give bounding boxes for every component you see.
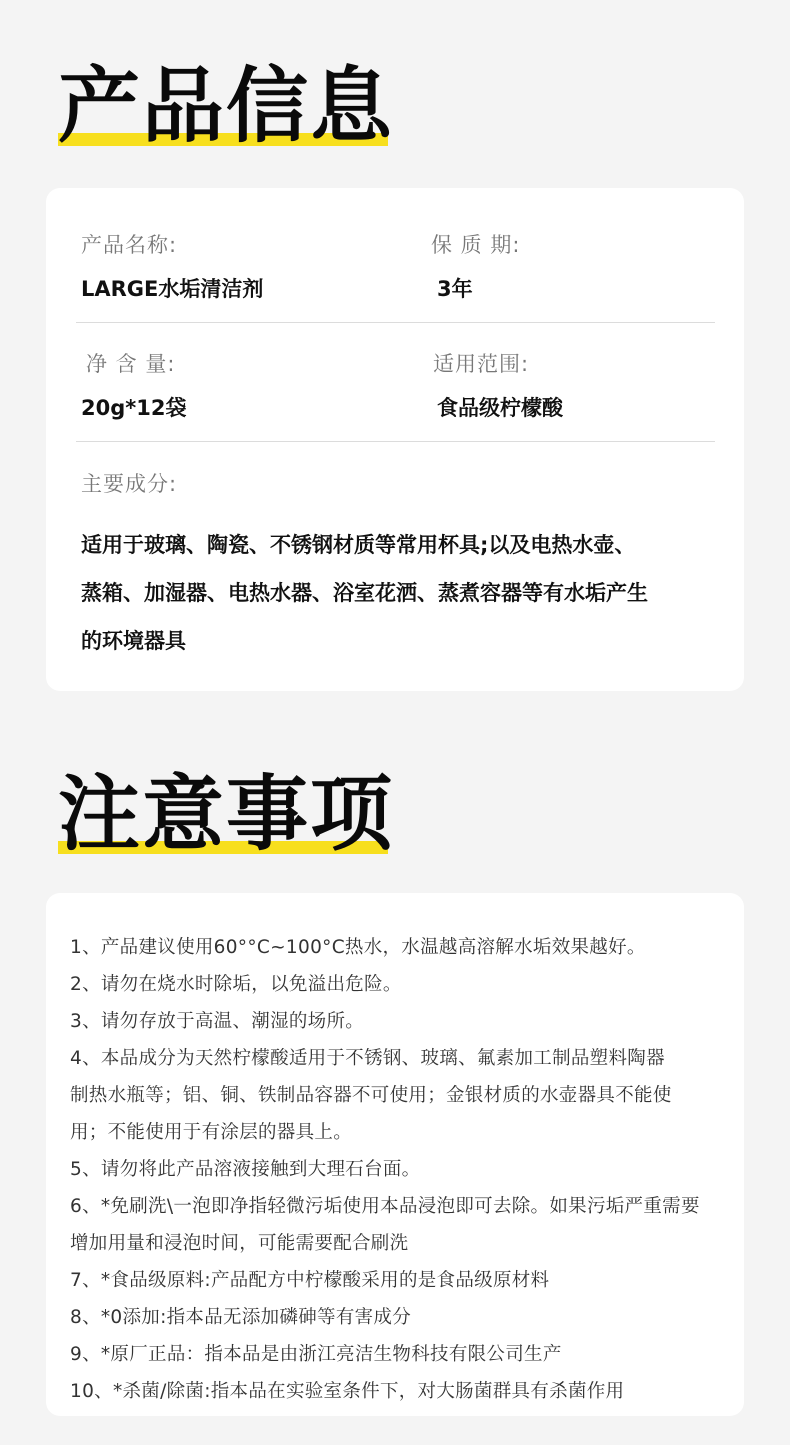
notes-card [46,893,744,1416]
row-divider [76,322,715,323]
net-weight-label: 净 含 量: [86,352,176,376]
notes-list [70,929,740,1410]
ingredients-label: 主要成分: [81,472,178,496]
product-info-title: 产品信息 [58,59,395,154]
note-line: 9、*原厂正品：指本品是由浙江亮洁生物科技有限公司生产 [70,1344,562,1365]
net-weight-value: 20g*12袋 [81,396,187,420]
note-line: 4、本品成分为天然柠檬酸适用于不锈钢、玻璃、氟素加工制品塑料陶器 [70,1048,665,1069]
note-line: 3、请勿存放于高温、潮湿的场所。 [70,1011,365,1032]
note-line: 7、*食品级原料:产品配方中柠檬酸采用的是食品级原材料 [70,1270,550,1291]
note-line: 2、请勿在烧水时除垢，以免溢出危险。 [70,974,402,995]
scope-label: 适用范围: [433,352,530,376]
note-line: 6、*免刷洗\一泡即净指轻微污垢使用本品浸泡即可去除。如果污垢严重需要 [70,1196,700,1217]
notes-title: 注意事项 [58,767,395,862]
ingredients-text [81,521,711,665]
note-line: 增加用量和浸泡时间，可能需要配合刷洗 [70,1233,409,1254]
product-name-label: 产品名称: [81,233,178,257]
product-info-card [46,188,744,691]
note-line: 1、产品建议使用60°°C~100°C热水，水温越高溶解水垢效果越好。 [70,937,646,958]
shelf-life-value: 3年 [437,277,473,301]
row-divider [76,441,715,442]
note-line: 8、*0添加:指本品无添加磷砷等有害成分 [70,1307,412,1328]
ingredients-line: 的环境器具 [81,629,186,653]
ingredients-line: 蒸箱、加湿器、电热水器、浴室花洒、蒸煮容器等有水垢产生 [81,581,648,605]
product-name-value: LARGE水垢清洁剂 [81,277,264,301]
note-line: 10、*杀菌/除菌:指本品在实验室条件下，对大肠菌群具有杀菌作用 [70,1381,625,1402]
scope-value: 食品级柠檬酸 [437,396,563,420]
note-line: 5、请勿将此产品溶液接触到大理石台面。 [70,1159,421,1180]
note-line: 制热水瓶等；铝、铜、铁制品容器不可使用；金银材质的水壶器具不能使 [70,1085,672,1106]
shelf-life-label: 保 质 期: [431,233,521,257]
note-line: 用；不能使用于有涂层的器具上。 [70,1122,353,1143]
ingredients-line: 适用于玻璃、陶瓷、不锈钢材质等常用杯具;以及电热水壶、 [81,533,636,557]
